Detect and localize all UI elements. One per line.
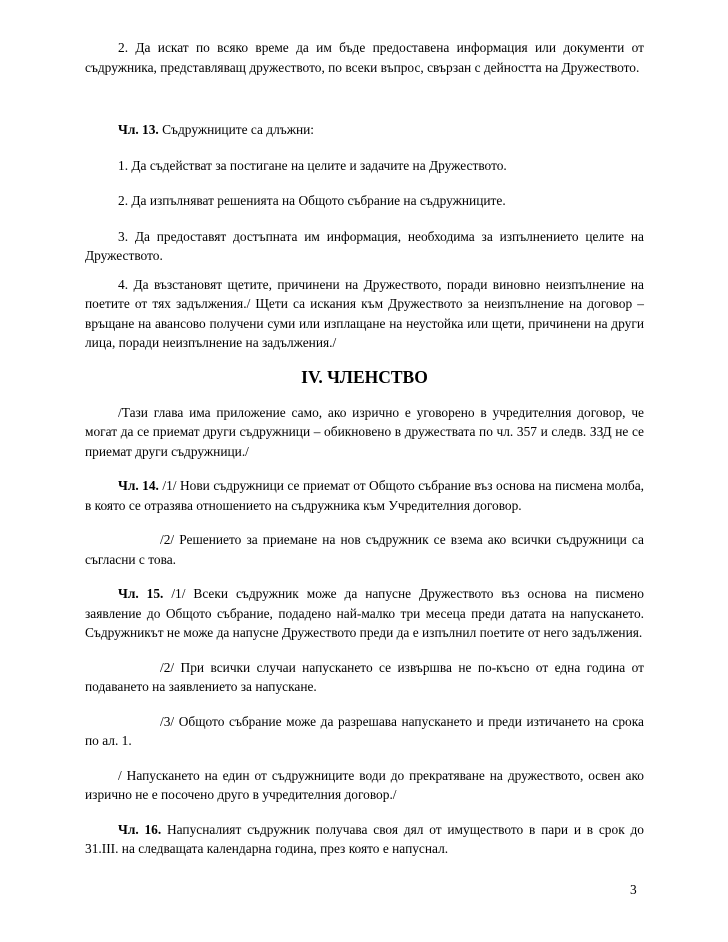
- paragraph-art13: [85, 120, 644, 140]
- article-text: /1/ Нови съдружници се приемат от Общото събрание въз основа на писмена молба, в която се отразява отношението на съдружника към Учредителния договор.: [85, 478, 644, 513]
- article-text: Напусналият съдружник получава своя дял от имуществото в пари и в срок до 31.III. на следващата календарна година, през която е напуснал.: [85, 821, 644, 856]
- paragraph-art13-item3: 3. Да предоставят достъпната им информация, необходима за изпълнението целите на Дружеството.: [85, 228, 644, 263]
- chapter-title: IV. ЧЛЕНСТВО: [301, 366, 428, 387]
- article-label: Чл. 14.: [118, 478, 159, 493]
- document-page: [85, 38, 644, 859]
- article-label: Чл. 13.: [118, 122, 159, 137]
- paragraph-art15-3: /3/ Общото събрание може да разрешава напускането и преди изтичането на срока по ал. 1.: [85, 713, 644, 748]
- paragraph-art15-2: /2/ При всички случаи напускането се извършва не по-късно от една година от подаването на заявлението за напускане.: [85, 659, 644, 694]
- paragraph-art13-item1: 1. Да съдействат за постигане на целите и задачите на Дружеството.: [118, 157, 507, 173]
- paragraph-art16: [85, 820, 644, 859]
- page-number: 3: [630, 882, 637, 897]
- paragraph-art15-note: / Напускането на един от съдружниците води до прекратяване на дружеството, освен ако изрично не е посочено друго в учредителния договор./: [85, 767, 644, 802]
- paragraph-art13-item4: 4. Да възстановят щетите, причинени на Дружеството, поради виновно неизпълнение на поетите от тях задължения./ Щети са искания към Дружеството за неизпълнение на договор – връщане на авансово получени суми или изплащане на неустойка или щети, причинени на други лица, поради неизпълнение на задължения./: [85, 276, 644, 350]
- article-text: Съдружниците са длъжни:: [158, 122, 315, 137]
- paragraph-art14-2: /2/ Решението за приемане на нов съдружник се взема ако всички съдружници са съгласни с това.: [85, 532, 644, 567]
- paragraph-art15-1: [85, 584, 644, 643]
- paragraph-art12-item2: 2. Да искат по всяко време да им бъде предоставена информация или документи от съдружника, представляващ дружеството, по всеки въпрос, свързан с дейността на Дружеството.: [85, 40, 644, 75]
- paragraph-art13-item2: 2. Да изпълняват решенията на Общото събрание на съдружниците.: [118, 193, 506, 208]
- article-text: /1/ Всеки съдружник може да напусне Дружеството въз основа на писмено заявление до Общото събрание, подадено най-малко три месеца преди датата на напускането. Съдружникът не може да напусне Дружеството преди да е изпълнил поетите от него задължения.: [85, 586, 644, 640]
- paragraph-art14-1: [85, 476, 644, 515]
- chapter-note: /Тази глава има приложение само, ако изрично е уговорено в учредителния договор, че могат да се приемат други съдружници – обикновено в дружествата по чл. 357 и следв. ЗЗД не се приемат други съдружници./: [85, 404, 644, 459]
- article-label: Чл. 16.: [118, 821, 162, 837]
- article-label: Чл. 15.: [118, 586, 164, 601]
